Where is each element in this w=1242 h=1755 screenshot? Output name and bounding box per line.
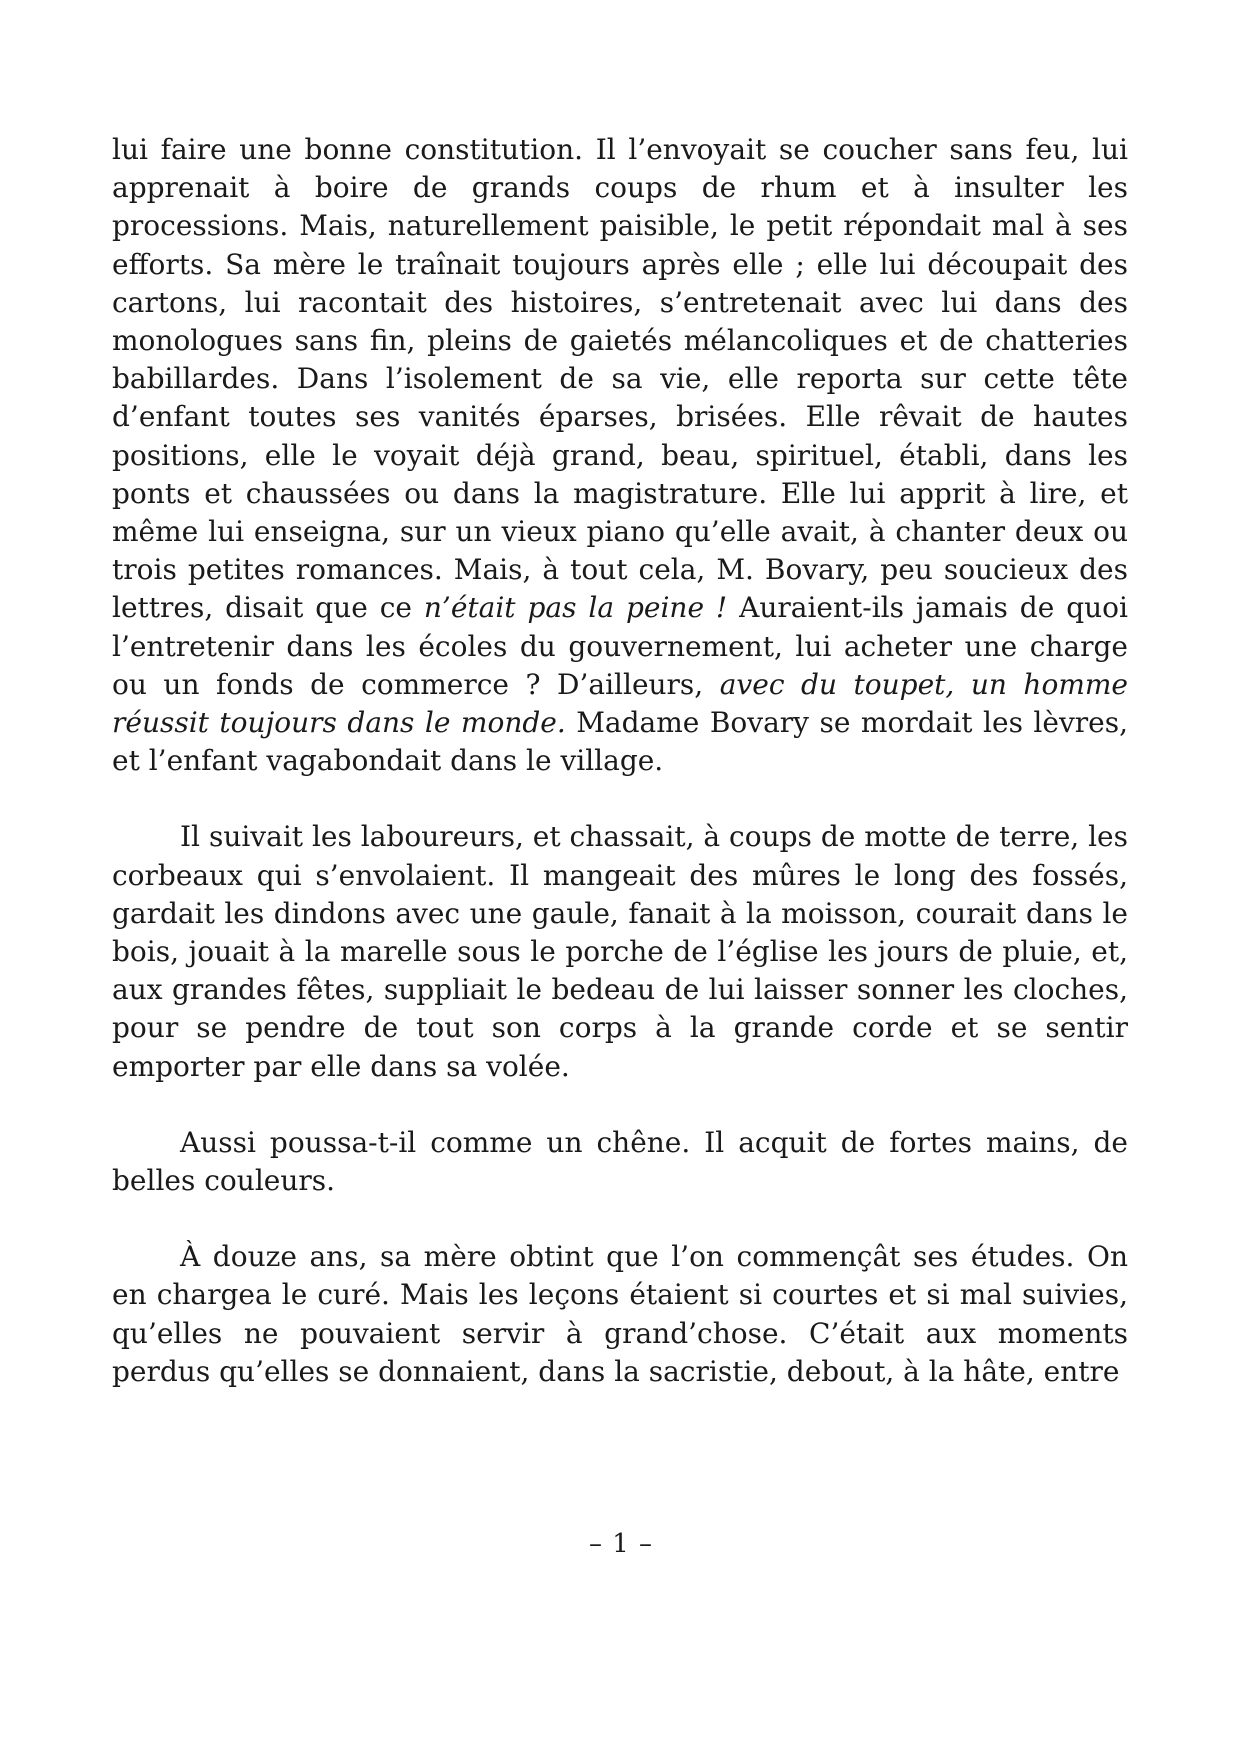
- paragraph-2: Il suivait les laboureurs, et chassait, à coups de motte de terre, les corbeaux qui s’envolaient. Il mangeait des mûres le long des fossés, gardait les dindons avec une gaule, fanait à la moisson, courait dans le bois, jouait à la marelle sous le porche de l’église les jours de pluie, et, aux grandes fêtes, suppliait le bedeau de lui laisser sonner les cloches, pour se pendre de tout son corps à la grande corde et se sentir emporter par elle dans sa volée.: [112, 820, 1128, 1083]
- body-text: [112, 131, 1128, 1391]
- paragraph-1: [112, 131, 1128, 780]
- paragraph-4: À douze ans, sa mère obtint que l’on commençât ses études. On en chargea le curé. Mais les leçons étaient si courtes et si mal suivies, qu’elles ne pouvaient servir à grand’chose. C’était aux moments perdus qu’elles se donnaient, dans la sacristie, debout, à la hâte, entre: [112, 1240, 1128, 1388]
- paragraph-3: Aussi poussa-t-il comme un chêne. Il acquit de fortes mains, de belles couleurs.: [112, 1125, 1128, 1198]
- paragraph-1-text-c: Madame Bovary se mordait les lèvres, et l’enfant vagabondait dans le village.: [112, 706, 1128, 778]
- page-number: – 1 –: [588, 1529, 654, 1559]
- paragraph-1-text-b: Auraient-ils jamais de quoi l’entretenir dans les écoles du gouvernement, lui acheter une charge ou un fonds de commerce ? D’ailleurs,: [112, 591, 1128, 701]
- paragraph-1-italic-quote-b: avec du toupet, un homme réussit toujours dans le monde.: [112, 667, 1128, 740]
- paragraph-1-text-a: lui faire une bonne constitution. Il l’envoyait se coucher sans feu, lui apprenait à boire de grands coups de rhum et à insulter les processions. Mais, naturellement paisible, le petit répondait mal à ses efforts. Sa mère le traînait toujours après elle ; elle lui découpait des cartons, lui racontait des histoires, s’entretenait avec lui dans des monologues sans fin, pleins de gaietés mélancoliques et de chatteries babillardes. Dans l’isolement de sa vie, elle reporta sur cette tête d’enfant toutes ses vanités éparses, brisées. Elle rêvait de hautes positions, elle le voyait déjà grand, beau, spirituel, établi, dans les ponts et chaussées ou dans la magistrature. Elle lui apprit à lire, et même lui enseigna, sur un vieux piano qu’elle avait, à chanter deux ou trois petites romances. Mais, à tout cela, M. Bovary, peu soucieux des lettres, disait que ce: [112, 133, 1128, 625]
- paragraph-1-italic-quote-a: n’était pas la peine !: [423, 591, 728, 625]
